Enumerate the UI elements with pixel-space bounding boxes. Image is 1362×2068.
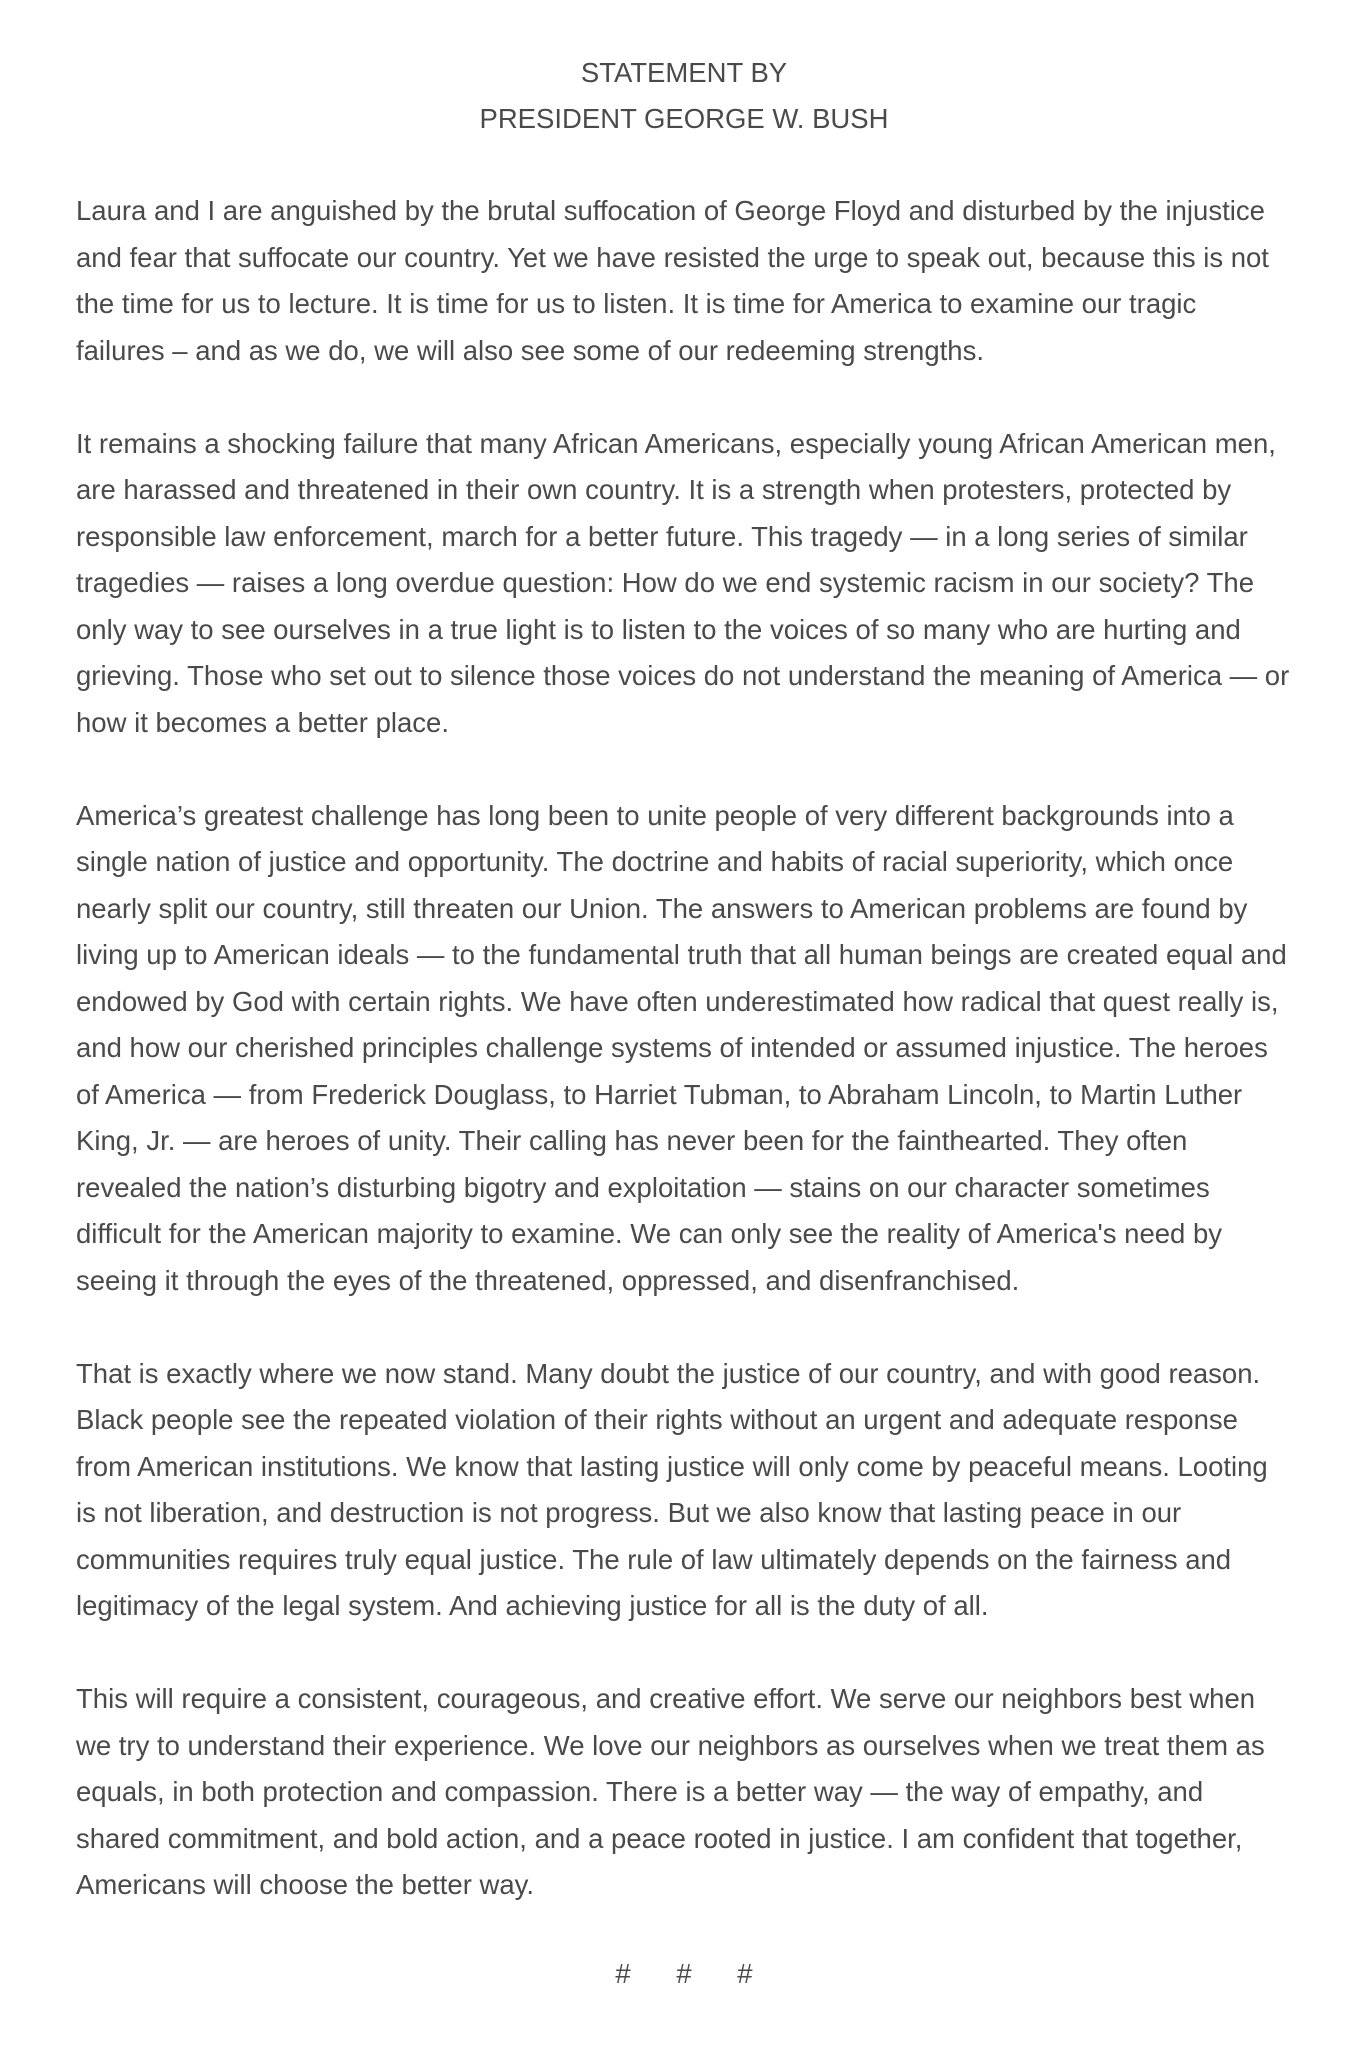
statement-body: [76, 188, 1292, 1909]
end-of-statement-mark: # # #: [615, 1958, 753, 1989]
title-line-2: PRESIDENT GEORGE W. BUSH: [479, 103, 889, 134]
paragraph-3: America’s greatest challenge has long been to unite people of very different backgrounds into a single nation of justice and opportunity. The doctrine and habits of racial superiority, which once nearly split our country, still threaten our Union. The answers to American problems are found by living up to American ideals — to the fundamental truth that all human beings are created equal and endowed by God with certain rights. We have often underestimated how radical that quest really is, and how our cherished principles challenge systems of intended or assumed injustice. The heroes of America — from Frederick Douglass, to Harriet Tubman, to Abraham Lincoln, to Martin Luther King, Jr. — are heroes of unity. Their calling has never been for the fainthearted. They often revealed the nation’s disturbing bigotry and exploitation — stains on our character sometimes difficult for the American majority to examine. We can only see the reality of America's need by seeing it through the eyes of the threatened, oppressed, and disenfranchised.: [76, 799, 1287, 1296]
paragraph-5: This will require a consistent, courageous, and creative effort. We serve our neighbors best when we try to understand their experience. We love our neighbors as ourselves when we treat them as equals, in both protection and compassion. There is a better way — the way of empathy, and shared commitment, and bold action, and a peace rooted in justice. I am confident that together, Americans will choose the better way.: [76, 1683, 1265, 1900]
title-line-1: STATEMENT BY: [580, 57, 788, 88]
paragraph-2: It remains a shocking failure that many African Americans, especially young African American men, are harassed and threatened in their own country. It is a strength when protesters, protected by responsible law enforcement, march for a better future. This tragedy — in a long series of similar tragedies — raises a long overdue question: How do we end systemic racism in our society? The only way to see ourselves in a true light is to listen to the voices of so many who are hurting and grieving. Those who set out to silence those voices do not understand the meaning of America — or how it becomes a better place.: [76, 427, 1290, 738]
statement-title: [76, 50, 1292, 142]
paragraph-4: That is exactly where we now stand. Many doubt the justice of our country, and with good reason. Black people see the repeated violation of their rights without an urgent and adequate response from American institutions. We know that lasting justice will only come by peaceful means. Looting is not liberation, and destruction is not progress. But we also know that lasting peace in our communities requires truly equal justice. The rule of law ultimately depends on the fairness and legitimacy of the legal system. And achieving justice for all is the duty of all.: [76, 1357, 1268, 1621]
paragraph-1: Laura and I are anguished by the brutal suffocation of George Floyd and disturbed by the injustice and fear that suffocate our country. Yet we have resisted the urge to speak out, because this is not the time for us to lecture. It is time for us to listen. It is time for America to examine our tragic failures – and as we do, we will also see some of our redeeming strengths.: [76, 195, 1269, 366]
